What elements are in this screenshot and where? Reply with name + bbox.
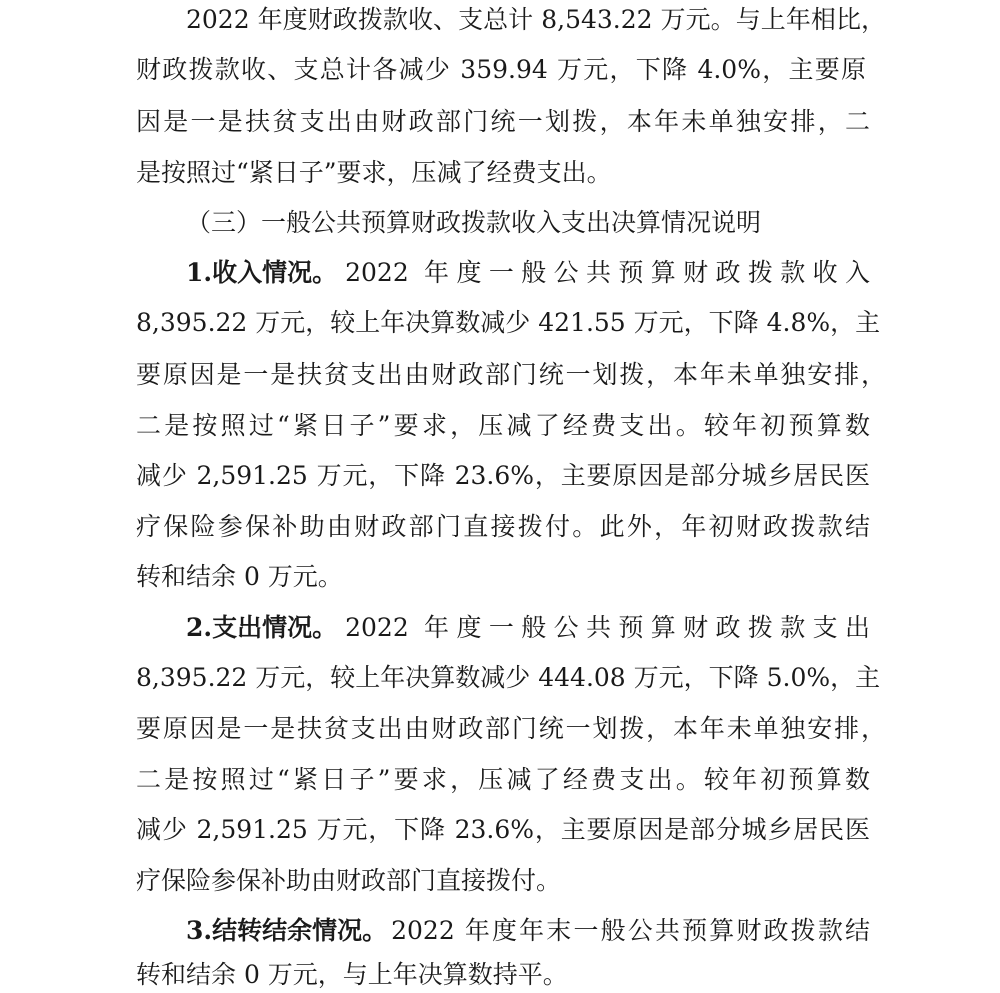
text-line: 8,395.22 万元，较上年决算数减少 421.55 万元，下降 4.8%，主 bbox=[136, 308, 881, 337]
text-line: 因是一是扶贫支出由财政部门统一划拨，本年未单独安排，二 bbox=[136, 107, 870, 136]
text-line: 转和结余 0 万元，与上年决算数持平。 bbox=[136, 960, 568, 989]
paragraph-carryover-first-line bbox=[186, 913, 870, 949]
text-line: 疗保险参保补助由财政部门直接拨付。此外，年初财政拨款结 bbox=[136, 512, 870, 541]
section-heading: （三）一般公共预算财政拨款收入支出决算情况说明 bbox=[186, 208, 762, 237]
paragraph-income-first-line bbox=[186, 255, 870, 291]
carryover-heading: 3.结转结余情况。 bbox=[186, 916, 388, 945]
text-line: 转和结余 0 万元。 bbox=[136, 562, 343, 591]
text-line: 2022 年度财政拨款收、支总计 8,543.22 万元。与上年相比， bbox=[186, 5, 886, 34]
text-line: 二是按照过“紧日子”要求，压减了经费支出。较年初预算数 bbox=[136, 765, 870, 794]
text-line: 是按照过“紧日子”要求，压减了经费支出。 bbox=[136, 158, 612, 187]
text-line: 财政拨款收、支总计各减少 359.94 万元，下降 4.0%，主要原 bbox=[136, 55, 866, 84]
text-line: 2022 年度年末一般公共预算财政拨款结 bbox=[391, 916, 870, 945]
text-line: 减少 2,591.25 万元，下降 23.6%，主要原因是部分城乡居民医 bbox=[136, 815, 870, 844]
text-line: 2022 年度一般公共预算财政拨款收入 bbox=[345, 258, 870, 287]
expenditure-heading: 2.支出情况。 bbox=[186, 613, 338, 642]
income-heading: 1.收入情况。 bbox=[186, 258, 338, 287]
text-line: 要原因是一是扶贫支出由财政部门统一划拨，本年未单独安排， bbox=[136, 360, 886, 389]
paragraph-expenditure-first-line bbox=[186, 610, 870, 646]
text-line: 2022 年度一般公共预算财政拨款支出 bbox=[345, 613, 870, 642]
text-line: 二是按照过“紧日子”要求，压减了经费支出。较年初预算数 bbox=[136, 411, 870, 440]
text-line: 减少 2,591.25 万元，下降 23.6%，主要原因是部分城乡居民医 bbox=[136, 461, 870, 490]
text-line: 8,395.22 万元，较上年决算数减少 444.08 万元，下降 5.0%，主 bbox=[136, 663, 881, 692]
text-line: 疗保险参保补助由财政部门直接拨付。 bbox=[136, 866, 562, 895]
text-line: 要原因是一是扶贫支出由财政部门统一划拨，本年未单独安排， bbox=[136, 714, 886, 743]
